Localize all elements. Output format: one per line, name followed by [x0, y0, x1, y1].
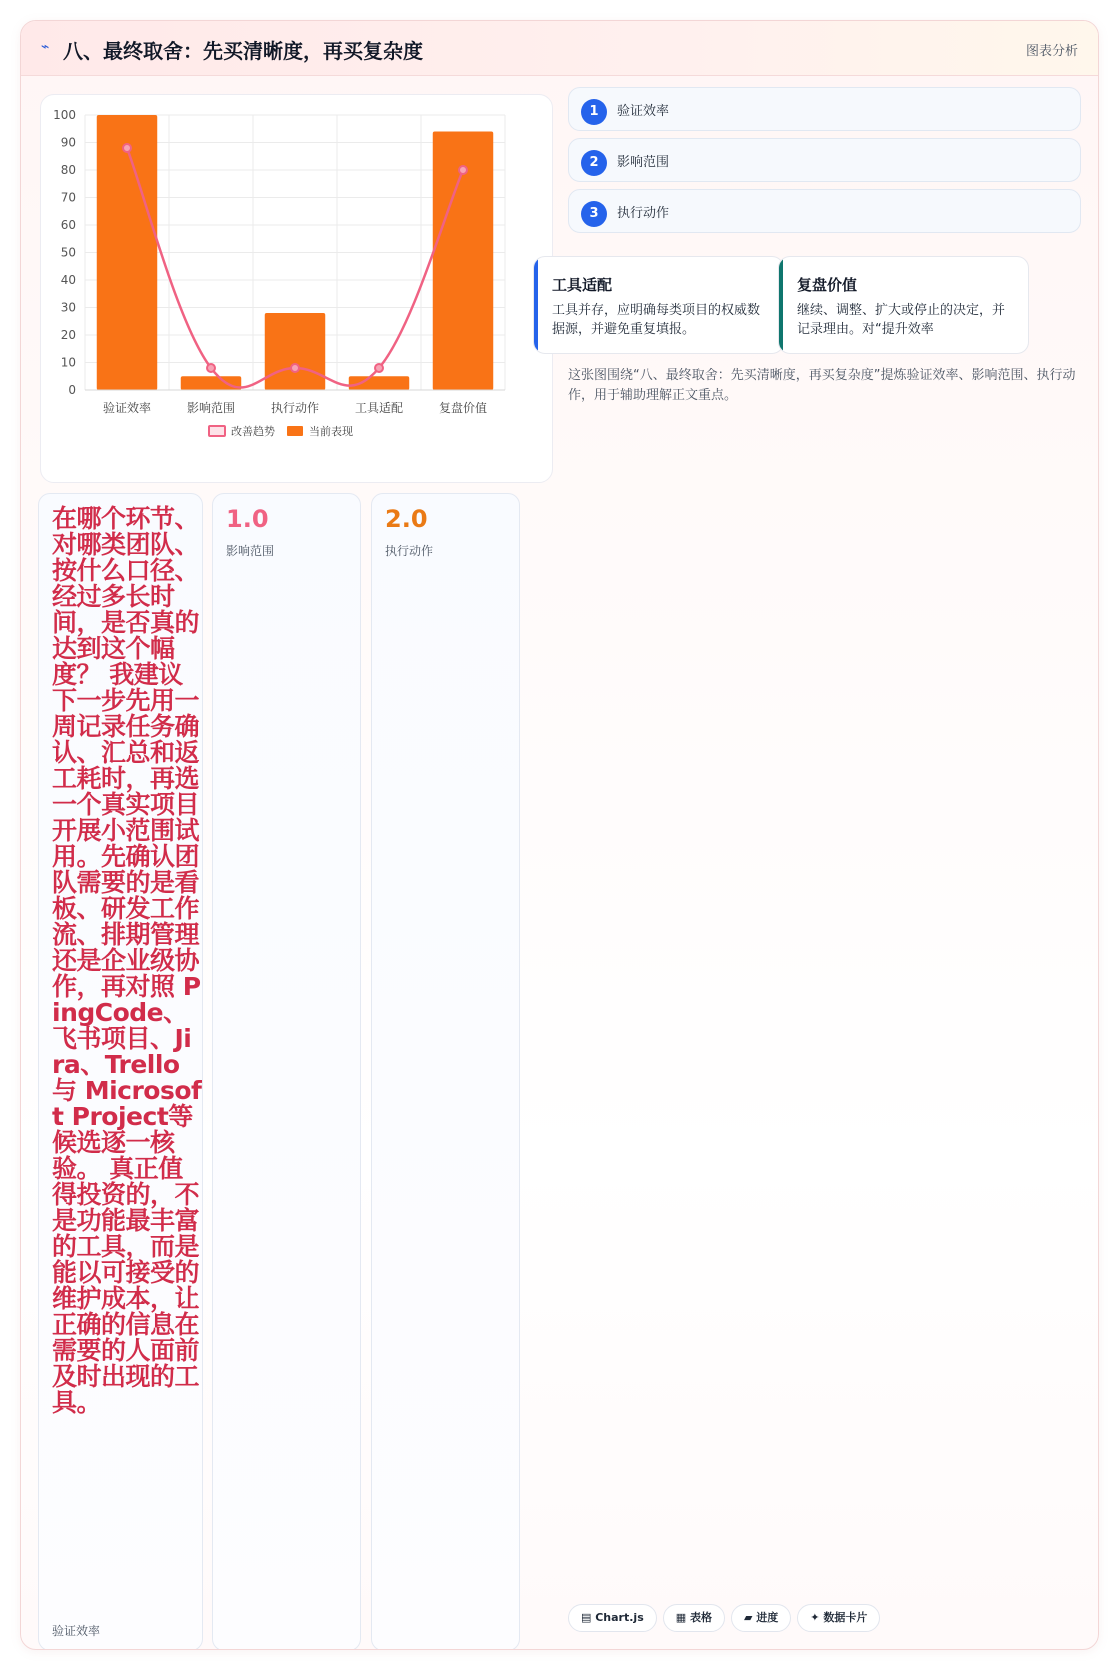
table-icon: ▦ [675, 1611, 690, 1624]
trend-point-影响范围 [207, 364, 215, 372]
accent-bar [779, 257, 783, 353]
y-tick-label: 0 [68, 383, 76, 397]
y-tick-label: 40 [60, 273, 76, 287]
chart-analysis-badge: 图表分析 [1025, 44, 1078, 59]
legend-label-current: 当前表现 [309, 425, 353, 438]
chart-panel [40, 94, 553, 483]
x-tick-label: 执行动作 [270, 401, 320, 415]
card-header [21, 21, 1098, 76]
step-number: 2 [581, 150, 607, 176]
y-tick-label: 90 [60, 135, 76, 150]
legend-label-trend: 改善趋势 [231, 425, 275, 438]
x-tick-label: 验证效率 [102, 401, 152, 415]
chart-card [20, 20, 1099, 1650]
step-number: 3 [581, 201, 607, 227]
mini-card-desc: 工具并存，应明确每类项目的权威数据源，并避免重复填报。 [552, 303, 761, 337]
y-tick-label: 50 [60, 245, 76, 260]
trend-point-执行动作 [291, 364, 299, 372]
bar-影响范围 [181, 376, 241, 390]
mini-card-title: 复盘价值 [797, 276, 858, 294]
stat-card-action [371, 493, 520, 1650]
tag-chartjs[interactable]: ▤ Chart.js [568, 1604, 657, 1632]
card-title: 八、最终取舍：先买清晰度，再买复杂度 [63, 39, 423, 63]
tag-table[interactable]: ▦ 表格 [663, 1604, 725, 1632]
trend-point-验证效率 [123, 144, 131, 152]
step-item-2 [568, 138, 1081, 182]
y-tick-label: 70 [60, 190, 76, 205]
step-item-1 [568, 87, 1081, 131]
y-tick-label: 10 [60, 355, 76, 370]
mini-card-title: 工具适配 [552, 276, 613, 294]
y-tick-label: 20 [60, 328, 76, 342]
chart-caption: 这张图围绕“八、最终取舍：先买清晰度，再买复杂度”提炼验证效率、影响范围、执行动作，用于辅助理解正文重点。 [568, 368, 1076, 403]
stat-card-impact [212, 493, 361, 1650]
progress-icon: ▰ [743, 1611, 757, 1624]
stat-label: 验证效率 [52, 1624, 101, 1638]
legend-swatch-current [287, 426, 303, 436]
step-label: 影响范围 [617, 155, 670, 170]
bar-执行动作 [265, 313, 325, 390]
step-item-3 [568, 189, 1081, 233]
y-tick-label: 100 [53, 108, 76, 122]
tag-progress[interactable]: ▰ 进度 [731, 1604, 791, 1632]
chart-icon: ▤ [581, 1611, 596, 1624]
legend-swatch-trend [209, 426, 225, 436]
mini-card-review-value [778, 256, 1029, 354]
accent-bar [534, 257, 538, 353]
step-number: 1 [581, 99, 607, 125]
x-tick-label: 复盘价值 [438, 401, 488, 415]
stat-label: 影响范围 [226, 544, 275, 558]
x-tick-label: 影响范围 [186, 401, 236, 415]
bar-验证效率 [97, 115, 157, 390]
stat-value: 在哪个环节、对哪类团队、按什么口径、经过多长时间，是否真的达到这个幅度？ 我建议下一步先用一周记录任务确认、汇总和返工耗时，再选一个真实项目开展小范围试用。先确认团队需要的是看板、研发工作流、排期管理还是企业级协作，再对照 PingCode、飞书项目、Jira、Trello 与 Microsoft Project等候选逐一核验。 真正值得投资的，不是功能最丰富的工具，而是能以可接受的维护成本，让正确的信息在需要的人面前及时出现的工具。 [52, 504, 202, 1417]
trend-point-工具适配 [375, 364, 383, 372]
sparkle-icon: ✦ [810, 1611, 824, 1624]
y-tick-label: 30 [60, 300, 76, 315]
combo-chart [41, 95, 554, 484]
y-tick-label: 60 [60, 218, 76, 232]
tag-list [568, 1604, 886, 1632]
trend-point-复盘价值 [459, 166, 467, 174]
x-tick-label: 工具适配 [354, 401, 404, 415]
mini-card-desc: 继续、调整、扩大或停止的决定，并记录理由。对“提升效率 [797, 303, 1006, 337]
step-label: 执行动作 [617, 206, 670, 221]
chart-pulse-icon: ⌁ [41, 39, 50, 55]
y-tick-label: 80 [60, 163, 76, 177]
stat-value: 1.0 [226, 505, 269, 533]
mini-card-tool-fit [533, 256, 784, 354]
stat-value: 2.0 [385, 505, 428, 533]
stat-card-verify [38, 493, 203, 1650]
stat-label: 执行动作 [385, 544, 434, 558]
step-label: 验证效率 [617, 104, 670, 119]
tag-data-card[interactable]: ✦ 数据卡片 [797, 1604, 880, 1632]
